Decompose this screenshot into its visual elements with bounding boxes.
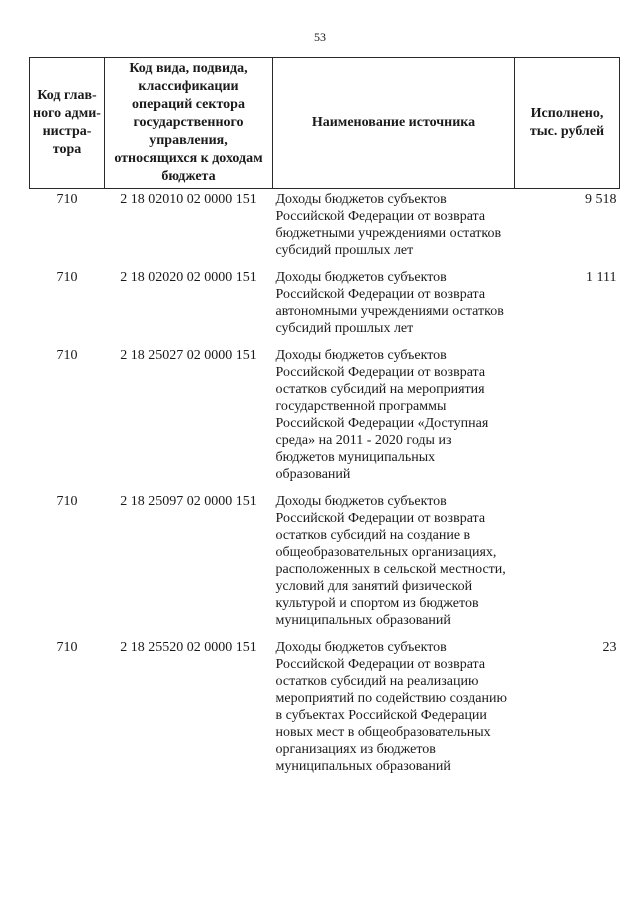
revenue-sources-table <box>29 57 620 783</box>
table-body <box>30 189 620 784</box>
executed-amount-cell: 1 111 <box>586 270 617 285</box>
admin-code-cell: 710 <box>56 640 78 655</box>
executed-amount-cell: 23 <box>602 640 617 655</box>
source-name-cell: Доходы бюджетов субъектов Российской Федерации от возврата автономными учреждениями остатков субсидий прошлых лет <box>275 270 504 336</box>
kind-code-cell: 2 18 02020 02 0000 151 <box>120 270 257 285</box>
kind-code-cell: 2 18 25097 02 0000 151 <box>120 494 257 509</box>
executed-amount-cell: 9 518 <box>585 192 617 207</box>
header-source-name: Наименование источника <box>273 58 515 189</box>
source-name-cell: Доходы бюджетов субъектов Российской Федерации от возврата остатков субсидий на создание в общеобразовательных организациях, расположенных в сельской местности, условий для занятий физической культурой и спортом из бюджетов муниципальных образований <box>275 494 506 628</box>
page-number: 53 <box>314 30 326 44</box>
table-row <box>30 345 620 491</box>
source-name-cell: Доходы бюджетов субъектов Российской Федерации от возврата остатков субсидий на мероприятия государственной программы Российской Федерации «Доступная среда» на 2011 - 2020 годы из бюджетов муниципальных образований <box>275 348 489 482</box>
admin-code-cell: 710 <box>56 348 78 363</box>
admin-code-cell: 710 <box>56 494 78 509</box>
header-row <box>30 58 620 189</box>
table-header <box>30 58 620 189</box>
source-name-cell: Доходы бюджетов субъектов Российской Федерации от возврата бюджетными учреждениями остатков субсидий прошлых лет <box>275 192 502 258</box>
header-kind-code: Код вида, подвида, классификации операций сектора государственного управления, относящихся к доходам бюджета <box>105 58 273 189</box>
table-row <box>30 637 620 783</box>
admin-code-cell: 710 <box>56 192 78 207</box>
kind-code-cell: 2 18 25520 02 0000 151 <box>120 640 257 655</box>
source-name-cell: Доходы бюджетов субъектов Российской Федерации от возврата остатков субсидий на реализацию мероприятий по содействию созданию в субъектах Российской Федерации новых мест в общеобразовательных организациях из бюджетов муниципальных образований <box>275 640 507 774</box>
executed-amount-cell <box>515 491 620 637</box>
header-executed: Исполнено, тыс. рублей <box>515 58 620 189</box>
header-admin-code: Код глав-ного адми-нистра-тора <box>30 58 105 189</box>
executed-amount-cell <box>515 345 620 491</box>
admin-code-cell: 710 <box>56 270 78 285</box>
table-row <box>30 189 620 268</box>
kind-code-cell: 2 18 02010 02 0000 151 <box>120 192 257 207</box>
table-row <box>30 267 620 345</box>
table-row <box>30 491 620 637</box>
kind-code-cell: 2 18 25027 02 0000 151 <box>120 348 257 363</box>
